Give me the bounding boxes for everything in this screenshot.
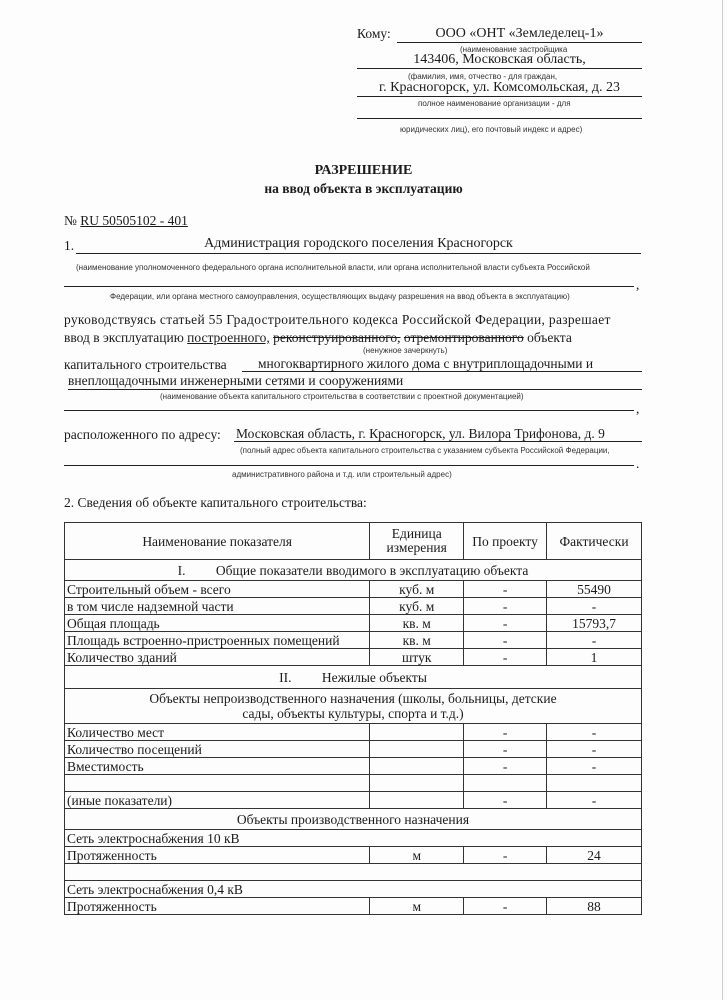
spacer-cell	[65, 864, 642, 881]
hint-strike: (ненужное зачеркнуть)	[363, 346, 448, 355]
cell-project	[464, 775, 547, 792]
network-title-row	[65, 881, 642, 898]
cell-project: -	[464, 598, 547, 615]
object-name-line-1: многоквартирного жилого дома с внутриплощадочными и	[242, 355, 642, 372]
blank-address-line	[64, 455, 634, 466]
table-row	[65, 598, 642, 615]
cell-actual: -	[547, 632, 642, 649]
legal-basis-text: руководствуясь статьей 55 Градостроительного кодекса Российской Федерации, разрешает	[64, 312, 611, 327]
cell-actual: 1	[547, 649, 642, 666]
number-value: RU 50505102 - 401	[80, 213, 188, 228]
hint-citizens: (фамилия, имя, отчество - для граждан,	[408, 72, 558, 81]
cell-name: Вместимость	[65, 758, 370, 775]
network-title-row	[65, 830, 642, 847]
group-nonresidential-num: II.	[279, 669, 292, 685]
cell-unit: штук	[370, 649, 464, 666]
cell-actual: -	[547, 792, 642, 809]
group-general-num: I.	[177, 562, 186, 578]
cell-unit	[370, 775, 464, 792]
subgroup-nonproduction: Объекты непроизводственного назначения (школы, больницы, детские сады, объекты культуры, спорта и т.д.)	[65, 689, 642, 724]
blank-object-line	[64, 400, 634, 411]
header-actual: Фактически	[547, 523, 642, 560]
cell-actual: -	[547, 598, 642, 615]
period: .	[636, 456, 640, 471]
cell-name: Протяженность	[65, 847, 370, 864]
scan-edge	[722, 0, 723, 1000]
cell-project: -	[464, 581, 547, 598]
cell-project: -	[464, 632, 547, 649]
subgroup-production: Объекты производственного назначения	[65, 809, 642, 830]
table-row	[65, 632, 642, 649]
cell-name: (иные показатели)	[65, 792, 370, 809]
table-row	[65, 775, 642, 792]
cell-actual: -	[547, 741, 642, 758]
commission-text	[64, 330, 572, 346]
cell-actual: 88	[547, 898, 642, 915]
number-prefix: №	[64, 213, 77, 228]
hint-address-2: административного района и т.д. или строительный адрес)	[232, 470, 452, 479]
cell-name: Площадь встроенно-пристроенных помещений	[65, 632, 370, 649]
cell-name: Строительный объем - всего	[65, 581, 370, 598]
cell-actual: 55490	[547, 581, 642, 598]
object-info-table	[64, 522, 642, 915]
address-line-1: 143406, Московская область,	[357, 51, 642, 69]
cell-unit: кв. м	[370, 632, 464, 649]
comma-2: ,	[636, 401, 640, 416]
header-name: Наименование показателя	[65, 523, 370, 560]
option-reconstructed: реконструированного,	[273, 330, 401, 345]
cell-name	[65, 775, 370, 792]
cell-unit: кв. м	[370, 615, 464, 632]
table-row	[65, 758, 642, 775]
group-general-title: Общие показатели вводимого в эксплуатацию объекта	[215, 562, 529, 578]
table-row	[65, 741, 642, 758]
table-header-row	[65, 523, 642, 560]
cell-project: -	[464, 724, 547, 741]
group-row-nonresidential	[65, 666, 642, 689]
option-repaired: отремонтированного	[403, 330, 524, 345]
object-name-line-2: внеплощадочными инженерными сетями и сооружениями	[68, 372, 642, 390]
table-row	[65, 649, 642, 666]
cell-actual: 24	[547, 847, 642, 864]
hint-object: (наименование объекта капитального строительства в соответствии с проектной документацией)	[160, 392, 524, 401]
cell-unit	[370, 792, 464, 809]
cell-name: Количество мест	[65, 724, 370, 741]
table-row	[65, 792, 642, 809]
address-line-2: г. Красногорск, ул. Комсомольская, д. 23	[357, 79, 642, 97]
comma: ,	[636, 277, 640, 292]
cell-actual: 15793,7	[547, 615, 642, 632]
group-nonresidential-title: Нежилые объекты	[321, 669, 427, 685]
cell-unit: куб. м	[370, 581, 464, 598]
subgroup-row-production	[65, 809, 642, 830]
cell-actual	[547, 775, 642, 792]
cell-actual: -	[547, 758, 642, 775]
cell-unit	[370, 724, 464, 741]
cell-project: -	[464, 758, 547, 775]
header-project: По проекту	[464, 523, 547, 560]
cell-project: -	[464, 898, 547, 915]
hint-developer: (наименование застройщика	[460, 45, 568, 54]
cell-project: -	[464, 792, 547, 809]
cell-name: Общая площадь	[65, 615, 370, 632]
network-10kv-title: Сеть электроснабжения 10 кВ	[65, 830, 642, 847]
cell-project: -	[464, 847, 547, 864]
group-row-general	[65, 560, 642, 581]
cell-name: Количество зданий	[65, 649, 370, 666]
address-label: расположенного по адресу:	[64, 427, 221, 442]
option-built: построенного,	[187, 330, 270, 345]
cell-unit: м	[370, 898, 464, 915]
cell-project: -	[464, 615, 547, 632]
header-unit: Единица измерения	[370, 523, 464, 560]
addressee-label: Кому:	[357, 26, 391, 41]
group-general	[65, 560, 642, 581]
table-row	[65, 898, 642, 915]
cell-unit: м	[370, 847, 464, 864]
authority-name: Администрация городского поселения Красногорск	[76, 235, 641, 254]
developer-name: ООО «ОНТ «Земледелец-1»	[397, 25, 642, 43]
subgroup-row-nonproduction	[65, 689, 642, 724]
table-row	[65, 724, 642, 741]
table-row	[65, 581, 642, 598]
hint-legal: юридических лиц), его почтовый индекс и адрес)	[400, 125, 583, 134]
cell-name: Протяженность	[65, 898, 370, 915]
table-row	[65, 615, 642, 632]
section2-heading: 2. Сведения об объекте капитального строительства:	[64, 495, 367, 510]
document-title: РАЗРЕШЕНИЕ	[314, 163, 413, 178]
capital-construction-label: капитального строительства	[64, 357, 227, 372]
cell-name: в том числе надземной части	[65, 598, 370, 615]
cell-name: Количество посещений	[65, 741, 370, 758]
cell-project: -	[464, 741, 547, 758]
network-04kv-title: Сеть электроснабжения 0,4 кВ	[65, 881, 642, 898]
cell-unit: куб. м	[370, 598, 464, 615]
commission-prefix: ввод в эксплуатацию	[64, 330, 188, 345]
hint-authority-1: (наименование уполномоченного федерального органа исполнительной власти, или органа исполнительной власти субъекта Российской	[76, 263, 590, 272]
cell-actual: -	[547, 724, 642, 741]
cell-unit	[370, 758, 464, 775]
section1-number: 1.	[64, 238, 75, 253]
cell-unit	[370, 741, 464, 758]
document-subtitle: на ввод объекта в эксплуатацию	[264, 181, 463, 196]
hint-org: полное наименование организации - для	[418, 99, 571, 108]
blank-line	[357, 108, 642, 119]
hint-address-1: (полный адрес объекта капитального строительства с указанием субъекта Российской Федерации,	[240, 446, 610, 455]
spacer-row	[65, 864, 642, 881]
object-address: Московская область, г. Красногорск, ул. Вилора Трифонова, д. 9	[234, 425, 642, 442]
cell-project: -	[464, 649, 547, 666]
hint-authority-2: Федерации, или органа местного самоуправления, осуществляющих выдачу разрешения на ввод объекта в эксплуатацию)	[110, 292, 570, 301]
blank-authority-line	[64, 276, 634, 287]
commission-suffix: объекта	[523, 330, 572, 345]
permit-number	[64, 213, 188, 229]
group-nonresidential	[65, 666, 642, 689]
table-row	[65, 847, 642, 864]
